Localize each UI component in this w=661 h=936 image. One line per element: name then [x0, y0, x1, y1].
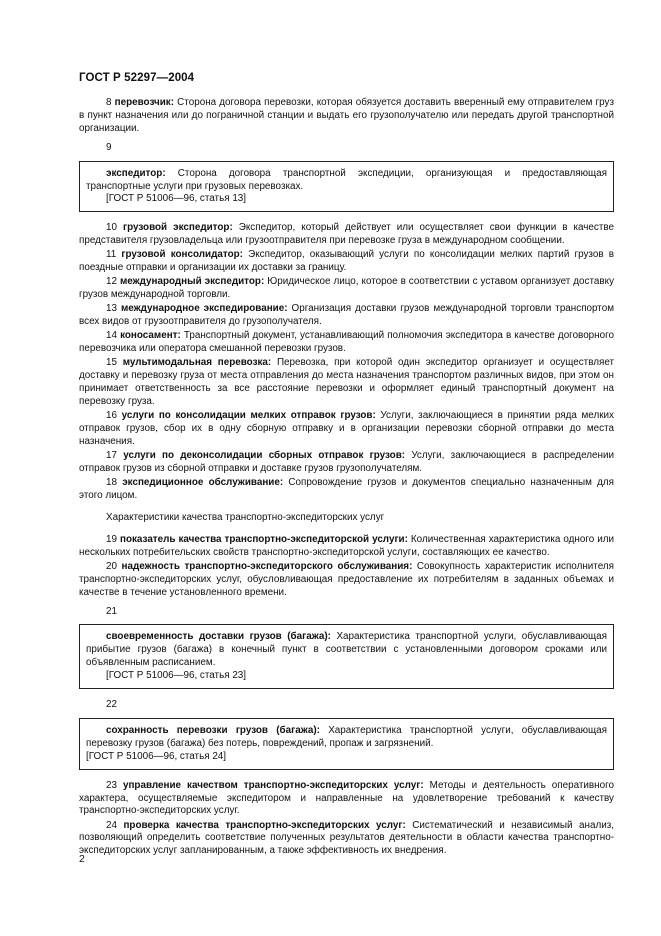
term-entry-18: [79, 477, 614, 503]
term-entry-24: [79, 820, 614, 859]
term-name: перевозчик:: [114, 97, 175, 108]
term-number: 18: [106, 477, 117, 489]
term-name: международный экспедитор:: [119, 276, 265, 288]
term-box-21: [79, 624, 614, 689]
term-definition: Совокупность характеристик исполнителя транспортно-экспедиторских услуг, обусловливающая предоставление их потребителям в заданных объемах и качестве в течение установленного времени.: [79, 560, 614, 598]
term-name: проверка качества транспортно-экспедиторских услуг:: [123, 819, 406, 831]
term-definition: Юридическое лицо, которое в соответствии с уставом организует доставку грузов международной торговли.: [79, 276, 615, 301]
term-definition: Организация доставки грузов международной торговли транспортом всех видов от грузоотправителя до грузополучателя.: [79, 303, 615, 328]
term-number: 11: [106, 249, 117, 261]
term-number-22: 22: [106, 699, 117, 711]
term-name: грузовой консолидатор:: [121, 249, 243, 261]
term-entry-17: [79, 450, 614, 476]
term-entry-20: [79, 561, 614, 600]
term-entry-13: [79, 303, 614, 329]
page-number: 2: [79, 853, 85, 865]
term-number: 17: [106, 450, 117, 462]
section-title: Характеристики качества транспортно-экспедиторских услуг: [106, 511, 385, 523]
term-entry-22: [86, 725, 607, 751]
term-definition: Экспедитор, который действует или осуществляет свои функции в качестве представителя грузовладельца или грузоотправителя при перевозке груза в международном сообщении.: [79, 222, 615, 247]
term-entry-23: [79, 780, 614, 819]
term-name: надежность транспортно-экспедиторского обслуживания:: [121, 560, 413, 572]
term-definition: Сторона договора транспортной экспедиции, организующая и предоставляющая транспортные услуги при грузовых перевозках.: [86, 167, 607, 192]
term-name: услуги по консолидации мелких отправок грузов:: [121, 410, 376, 422]
term-name: сохранность перевозки грузов (багажа):: [106, 724, 320, 736]
term-number-9: 9: [106, 141, 112, 153]
term-number: 24: [106, 819, 117, 831]
term-number: 15: [106, 357, 117, 369]
term-reference: [ГОСТ Р 51006—96, статья 23]: [106, 670, 247, 682]
term-entry-14: [79, 330, 614, 356]
term-entry-8: [79, 97, 614, 136]
term-number: 23: [106, 779, 117, 791]
term-entry-21: [86, 631, 607, 670]
term-number: 12: [106, 276, 117, 288]
term-definition: Характеристика транспортной услуги, обуславливающая перевозку грузов (багажа) без потерь, повреждений, пропаж и загрязнений.: [86, 724, 607, 749]
term-name: грузовой экспедитор:: [123, 222, 233, 234]
term-number: 10: [106, 222, 117, 234]
term-number: 19: [106, 533, 117, 545]
term-definition: Услуги, заключающиеся в принятии ряда мелких отправок грузов, сбор их в одну сборную отправку и в организации перевозки сборной отправки до места назначения.: [79, 410, 614, 447]
term-name: коносамент:: [120, 330, 181, 342]
term-definition: Систематический и независимый анализ, позволяющий определить соответствие полученных результатов деятельности в области качества транспортно-экспедиторских услуг запланированным, а также эффективность их внедрения.: [79, 819, 614, 857]
term-number: 14: [106, 330, 117, 342]
term-entry-15: [79, 357, 614, 409]
term-number: 16: [106, 410, 117, 422]
term-entry-19: [79, 534, 614, 560]
term-reference: [ГОСТ Р 51006—96, статья 13]: [106, 193, 247, 205]
term-definition: Услуги, заключающиеся в распределении отправок грузов из сборной отправки и доставке грузов грузополучателям.: [79, 450, 614, 474]
term-box-9: [79, 161, 614, 213]
term-definition: Сопровождение грузов и документов специально назначенным для этого лицом.: [79, 477, 614, 501]
term-box-22: [79, 718, 614, 770]
term-name: международное экспедирование:: [120, 303, 288, 315]
term-entry-9: [86, 168, 607, 194]
term-entry-12: [79, 276, 614, 302]
term-name: показатель качества транспортно-экспедиторской услуги:: [119, 533, 408, 545]
term-definition: Характеристика транспортной услуги, обуславливающая прибытие грузов (багажа) в конечный пункт в соответствии с установленными договором сроками или объявленным расписанием.: [86, 631, 607, 669]
document-body: [79, 97, 614, 858]
term-entry-16: [79, 410, 614, 449]
term-number-21: 21: [106, 605, 117, 617]
term-name: экспедиционное обслуживание:: [122, 477, 284, 489]
term-definition: Количественная характеристика одного или нескольких потребительских свойств транспортно-экспедиторской услуги, составляющих ее качество.: [79, 533, 614, 558]
term-entry-11: [79, 249, 614, 275]
document-header: ГОСТ Р 52297—2004: [79, 72, 195, 84]
term-reference: [ГОСТ Р 51006—96, статья 24]: [86, 750, 227, 762]
term-definition: Экспедитор, оказывающий услуги по консолидации мелких партий грузов в поездные отправки и организации их доставки за границу.: [79, 249, 614, 274]
term-name: мультимодальная перевозка:: [122, 357, 272, 369]
term-name: услуги по деконсолидации сборных отправок грузов:: [123, 450, 406, 462]
term-entry-10: [79, 222, 614, 248]
term-name: экспедитор:: [106, 167, 166, 179]
term-number: 20: [106, 560, 117, 572]
term-name: управление качеством транспортно-экспедиторских услуг:: [122, 779, 424, 791]
term-definition: Транспортный документ, устанавливающий полномочия экспедитора в качестве договорного перевозчика или оператора смешанной перевозки грузов.: [79, 330, 614, 355]
term-name: своевременность доставки грузов (багажа):: [106, 631, 331, 643]
term-number: 8: [106, 97, 112, 108]
term-definition: Методы и деятельность оперативного характера, осуществляемые экспедитором и направленные на удовлетворение требований к качеству транспортно-экспедиторских услуг.: [79, 779, 614, 817]
term-definition: Сторона договора перевозки, которая обязуется доставить вверенный ему отправителем груз в пункт назначения или до пограничной станции и выдать его грузополучателю или передать другой транспортной организации.: [79, 97, 615, 134]
term-definition: Перевозка, при которой один экспедитор организует и осуществляет доставку и перевозку груза от места отправления до места назначения транспортом различных видов, при этом он принимает ответственность за все расстояние перевозки и оформляет единый транспортный документ на перевозку груза.: [79, 357, 615, 408]
term-number: 13: [106, 303, 117, 315]
